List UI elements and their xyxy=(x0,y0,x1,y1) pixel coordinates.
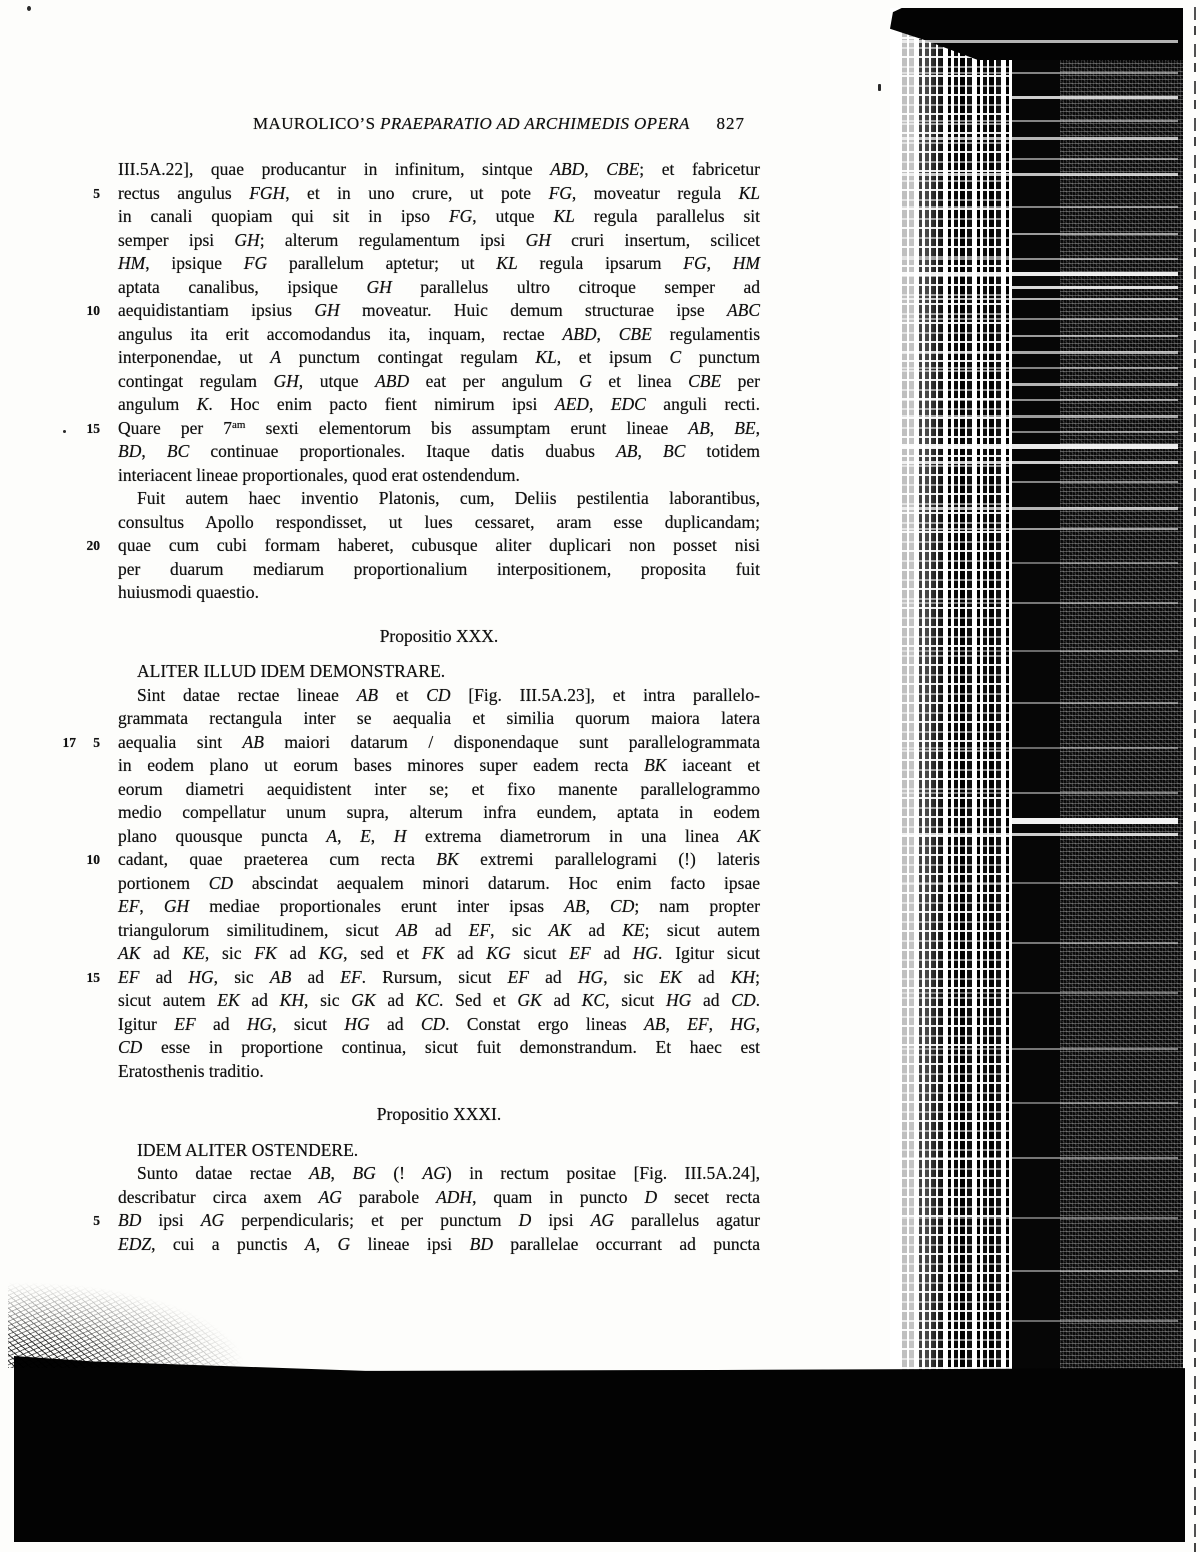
text-line xyxy=(118,346,760,370)
margin-line-number: 10 xyxy=(86,303,100,318)
scan-white-streak xyxy=(896,650,1178,652)
text-line xyxy=(118,942,760,966)
scan-white-streak xyxy=(1012,335,1178,337)
text-line xyxy=(86,966,760,990)
running-header xyxy=(253,114,853,134)
scan-white-streak xyxy=(1012,702,1178,704)
line-text: sicut autem EK ad KH, sic GK ad KC. Sed et GK ad KC, sicut HG ad CD. xyxy=(118,990,760,1010)
line-text: EF, GH mediae proportionales erunt inter ipsas AB, CD; nam propter xyxy=(118,896,761,916)
text-line xyxy=(86,299,760,323)
scan-white-streak xyxy=(896,444,1178,449)
scan-speckle-corner xyxy=(8,1280,258,1368)
text-line xyxy=(118,581,760,605)
line-text: Eratosthenis traditio. xyxy=(118,1060,264,1081)
text-line xyxy=(118,801,760,825)
line-text: rectus angulus FGH, et in uno crure, ut pote FG, moveatur regula KL xyxy=(118,182,760,203)
text-column xyxy=(62,158,761,1256)
line-text: per duarum mediarum proportionalium interpositionem, proposita fuit xyxy=(118,558,760,579)
scan-white-streak xyxy=(896,882,1178,884)
scan-bottom-black-band xyxy=(14,1356,1185,1542)
scan-white-streak xyxy=(896,298,1178,300)
text-line xyxy=(118,660,760,684)
line-text: IDEM ALITER OSTENDERE. xyxy=(137,1139,359,1160)
line-text: eorum diametri aequidistent inter se; et fixo manente parallelogrammo xyxy=(118,778,760,799)
scan-white-streak xyxy=(896,120,1178,122)
scan-white-streak xyxy=(1012,562,1178,564)
scan-white-streak xyxy=(1012,942,1178,944)
scan-gutter-solid-strip xyxy=(1012,8,1064,1540)
scan-white-streak xyxy=(1012,1270,1178,1272)
margin-line-number: 20 xyxy=(86,538,100,553)
text-line xyxy=(118,558,760,582)
text-line xyxy=(118,158,760,182)
scan-white-streak xyxy=(896,792,1178,794)
line-text: cadant, quae praeterea cum recta BK extremi parallelogrami (!) lateris xyxy=(118,849,760,869)
line-text: HM, ipsique FG parallelum aptetur; ut KL regula ipsarum FG, HM xyxy=(118,253,761,273)
text-line xyxy=(118,778,760,802)
line-text: in canali quopiam qui sit in ipso FG, utque KL regula parallelus sit xyxy=(118,206,760,226)
line-text: BD, BC continuae proportionales. Itaque datis duabus AB, BC totidem xyxy=(118,441,761,461)
scan-white-streak xyxy=(896,833,1178,836)
text-line xyxy=(118,205,760,229)
text-line xyxy=(86,534,760,558)
text-line xyxy=(118,1139,760,1163)
line-text: aequalia sint AB maiori datarum / disponendaque sunt parallelogrammata xyxy=(118,731,760,752)
page-number: 827 xyxy=(716,114,745,133)
line-text: Sint datae rectae lineae AB et CD [Fig. III.5A.23], et intra parallelo- xyxy=(137,684,760,705)
text-line xyxy=(118,440,760,464)
line-text: quae cum cubi formam haberet, cubusque aliter duplicari non posset nisi xyxy=(118,535,760,555)
scan-white-streak xyxy=(896,415,1178,418)
scan-white-streak xyxy=(896,747,1178,749)
scan-white-streak xyxy=(896,1157,1178,1159)
text-line xyxy=(118,464,760,488)
line-text: CD esse in proportione continua, sicut fuit demonstrandum. Et haec est xyxy=(118,1037,760,1057)
line-text: in eodem plano ut eorum bases minores super eadem recta BK iaceant et xyxy=(118,755,760,775)
line-text: aptata canalibus, ipsique GH parallelus ultro citroque semper ad xyxy=(118,276,760,297)
text-line xyxy=(118,393,760,417)
scan-white-streak xyxy=(896,1320,1178,1322)
scan-white-streak xyxy=(1012,1102,1178,1104)
scan-white-streak xyxy=(896,318,1178,320)
text-line xyxy=(118,370,760,394)
text-line xyxy=(93,182,760,206)
line-text: medio compellatur unum supra, alterum infra eundem, aptata in eodem xyxy=(118,802,760,822)
scan-white-streak xyxy=(896,1217,1178,1219)
text-line xyxy=(93,1209,760,1233)
text-line xyxy=(86,848,760,872)
text-line xyxy=(86,417,760,441)
scan-white-streak xyxy=(896,992,1178,994)
scan-white-streak xyxy=(896,272,1178,276)
scan-white-streak xyxy=(896,173,1178,176)
line-text: plano quousque puncta A, E, H extrema diametrorum in una linea AK xyxy=(118,825,761,846)
line-text: portionem CD abscindat aequalem minori datarum. Hoc enim facto ipsae xyxy=(118,872,760,893)
scan-white-streak xyxy=(1012,431,1178,433)
text-line xyxy=(62,731,760,755)
scan-gutter-band xyxy=(890,8,1188,1540)
scan-white-streak xyxy=(896,602,1178,604)
scan-white-streak xyxy=(896,206,1178,208)
scan-white-streak xyxy=(1012,96,1178,99)
text-line xyxy=(118,1186,760,1210)
line-text: Sunto datae rectae AB, BG (! AG) in rectum positae [Fig. III.5A.24], xyxy=(137,1163,761,1183)
header-book-name: MAUROLICO’S xyxy=(253,114,376,133)
scan-gutter-stripes xyxy=(890,8,1018,1540)
scan-white-streak xyxy=(1012,286,1178,289)
line-text: aequidistantiam ipsius GH moveatur. Huic demum structurae ipse ABC xyxy=(118,300,760,320)
text-line xyxy=(118,511,760,535)
scan-white-streak xyxy=(1012,233,1178,235)
scan-white-streak xyxy=(896,258,1178,260)
scan-artifact-dot xyxy=(878,84,881,91)
text-line xyxy=(118,989,760,1013)
text-line xyxy=(118,825,760,849)
text-line xyxy=(118,1060,760,1084)
scan-white-streak xyxy=(1012,818,1178,824)
line-text: angulus ita erit accomodandus ita, inquam, rectae ABD, CBE regulamentis xyxy=(118,323,761,344)
scan-white-streak xyxy=(1012,383,1178,386)
line-text: semper ipsi GH; alterum regulamentum ipsi GH cruri insertum, scilicet xyxy=(118,229,760,250)
line-text: Quare per $7^{am}$ sexti elementorum bis assumptam erunt lineae AB, BE, xyxy=(118,417,760,438)
margin-line-number: 5 xyxy=(93,185,100,201)
line-text: contingat regulam GH, utque ABD eat per angulum G et linea CBE per xyxy=(118,370,761,391)
scan-white-streak xyxy=(896,507,1178,510)
margin-line-number: 5 xyxy=(93,1213,100,1228)
scan-white-streak xyxy=(896,528,1178,530)
line-text: BD ipsi AG perpendicularis; et per punctum D ipsi AG parallelus agatur xyxy=(118,1210,760,1230)
line-text: Igitur EF ad HG, sicut HG ad CD. Constat ergo lineas AB, EF, HG, xyxy=(118,1013,761,1034)
line-text: consultus Apollo respondisset, ut lues cessaret, aram esse duplicandam; xyxy=(118,511,760,532)
text-line xyxy=(118,487,760,511)
scan-white-streak xyxy=(1012,158,1178,160)
text-line xyxy=(118,276,760,300)
margin-line-number: 15 xyxy=(86,420,100,436)
line-text: interponendae, ut A punctum contingat regulam KL, et ipsum C punctum xyxy=(118,347,761,367)
scan-white-streak xyxy=(896,40,1178,43)
line-text: ALITER ILLUD IDEM DEMONSTRARE. xyxy=(137,661,446,681)
text-line xyxy=(118,1036,760,1060)
scan-white-streak xyxy=(896,72,1178,74)
scan-white-streak xyxy=(1012,481,1178,483)
text-line xyxy=(118,895,760,919)
line-text: AK ad KE, sic FK ad KG, sed et FK ad KG sicut EF ad HG. Igitur sicut xyxy=(118,943,760,963)
text-line xyxy=(118,684,760,708)
header-work-title: PRAEPARATIO AD ARCHIMEDIS OPERA xyxy=(380,114,690,133)
margin-folio-number: 17 xyxy=(62,734,76,750)
scan-gutter-noise xyxy=(1060,8,1183,1540)
text-line xyxy=(118,707,760,731)
margin-line-number: 10 xyxy=(86,852,100,867)
text-line xyxy=(118,252,760,276)
text-line xyxy=(118,229,760,253)
line-text: EF ad HG, sic AB ad EF. Rursum, sicut EF ad HG, sic EK ad KH; xyxy=(118,966,760,987)
line-text: Fuit autem haec inventio Platonis, cum, Deliis pestilentia laborantibus, xyxy=(137,488,760,508)
proposition-heading: Propositio XXX. xyxy=(379,625,499,646)
line-text: grammata rectangula inter se aequalia et similia quorum maiora latera xyxy=(118,708,760,728)
line-text: interiacent lineae proportionales, quod erat ostendendum. xyxy=(118,464,520,485)
scan-white-streak xyxy=(896,367,1178,369)
scan-page-edge-line xyxy=(1194,0,1196,1552)
scan-white-streak xyxy=(896,137,1178,140)
scan-white-streak xyxy=(896,1048,1178,1050)
proposition-heading: Propositio XXXI. xyxy=(376,1104,502,1124)
text-line xyxy=(118,919,760,943)
scan-white-streak xyxy=(896,399,1178,401)
line-text: III.5A.22], quae producantur in infinitum, sintque ABD, CBE; et fabricetur xyxy=(118,159,760,179)
text-line xyxy=(118,1162,760,1186)
text-line xyxy=(118,323,760,347)
margin-line-number: 15 xyxy=(86,969,100,985)
line-text: triangulorum similitudinem, sicut AB ad EF, sic AK ad KE; sicut autem xyxy=(118,919,760,940)
text-line xyxy=(118,754,760,778)
margin-line-number: 5 xyxy=(93,734,100,750)
text-line xyxy=(118,1013,760,1037)
scan-white-streak xyxy=(896,461,1178,464)
line-text: angulum K. Hoc enim pacto fient nimirum ipsi AED, EDC anguli recti. xyxy=(118,394,760,414)
text-line xyxy=(118,872,760,896)
line-text: huiusmodi quaestio. xyxy=(118,582,259,602)
scan-artifact-dot xyxy=(63,430,66,433)
line-text: describatur circa axem AG parabole ADH, quam in puncto D secet recta xyxy=(118,1186,761,1207)
scan-white-streak xyxy=(896,351,1178,354)
scan-artifact-dot xyxy=(27,6,31,11)
text-line xyxy=(118,1233,760,1257)
line-text: EDZ, cui a punctis A, G lineae ipsi BD parallelae occurrant ad puncta xyxy=(118,1233,761,1254)
